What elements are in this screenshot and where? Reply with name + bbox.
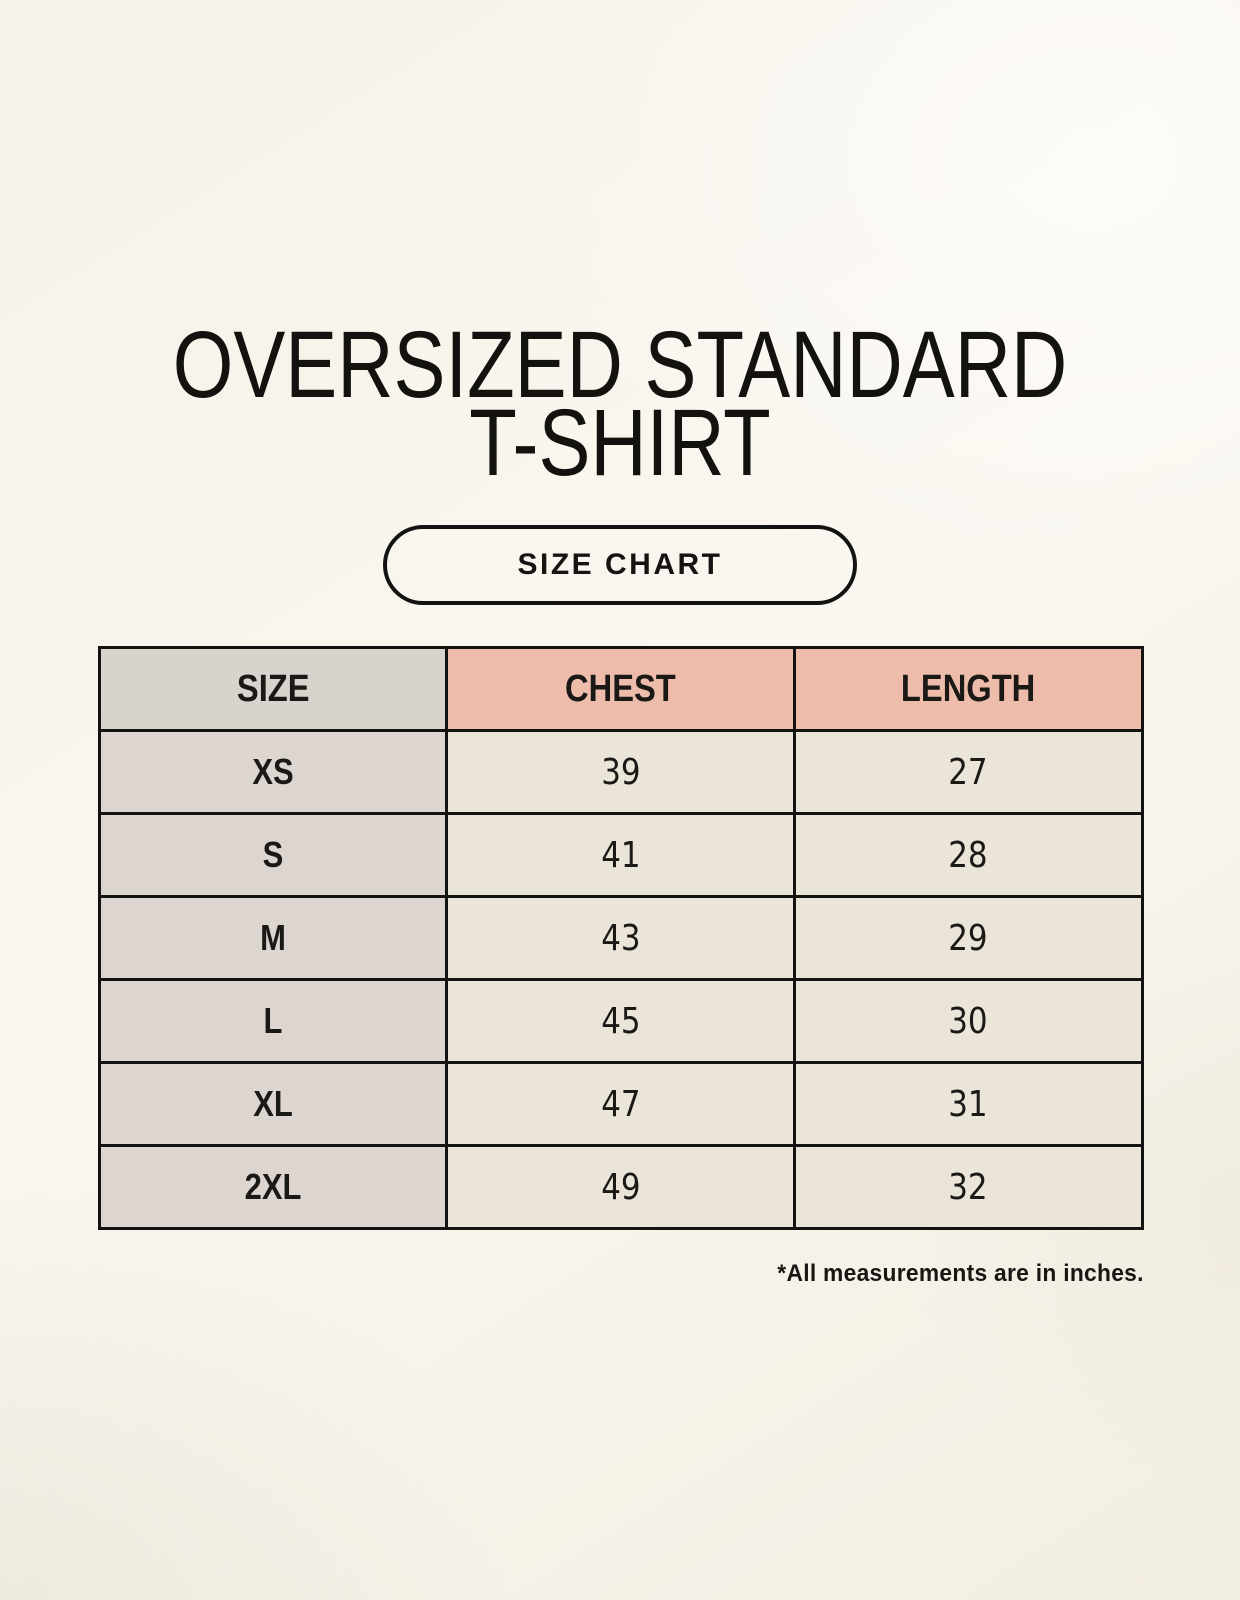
table-row-m (100, 897, 1143, 980)
chest-cell: 45 (447, 980, 794, 1063)
column-header-chest: CHEST (447, 648, 794, 731)
size-chart-button[interactable] (383, 525, 857, 605)
size-cell: XL (100, 1063, 447, 1146)
length-cell: 27 (794, 731, 1142, 814)
size-chart-button-label: SIZE CHART (517, 548, 723, 581)
table-row-s (100, 814, 1143, 897)
size-cell: S (100, 814, 447, 897)
chest-cell: 47 (447, 1063, 794, 1146)
table-row-2xl (100, 1146, 1143, 1229)
table-row-l (100, 980, 1143, 1063)
measurement-units-note: *All measurements are in inches. (777, 1260, 1144, 1287)
table-row-xs (100, 731, 1143, 814)
product-title (112, 312, 1129, 496)
length-cell: 28 (794, 814, 1142, 897)
size-cell: 2XL (100, 1146, 447, 1229)
product-title-line-2: T-SHIRT (469, 390, 771, 496)
length-cell: 30 (794, 980, 1142, 1063)
column-header-size: SIZE (100, 648, 447, 731)
size-table-header-row (100, 648, 1143, 731)
length-cell: 31 (794, 1063, 1142, 1146)
length-cell: 29 (794, 897, 1142, 980)
length-cell: 32 (794, 1146, 1142, 1229)
chest-cell: 49 (447, 1146, 794, 1229)
product-title-line-1: OVERSIZED STANDARD (172, 312, 1068, 418)
size-cell: XS (100, 731, 447, 814)
column-header-length: LENGTH (794, 648, 1142, 731)
size-table (98, 646, 1144, 1230)
table-row-xl (100, 1063, 1143, 1146)
size-cell: L (100, 980, 447, 1063)
chest-cell: 43 (447, 897, 794, 980)
size-cell: M (100, 897, 447, 980)
chest-cell: 41 (447, 814, 794, 897)
chest-cell: 39 (447, 731, 794, 814)
